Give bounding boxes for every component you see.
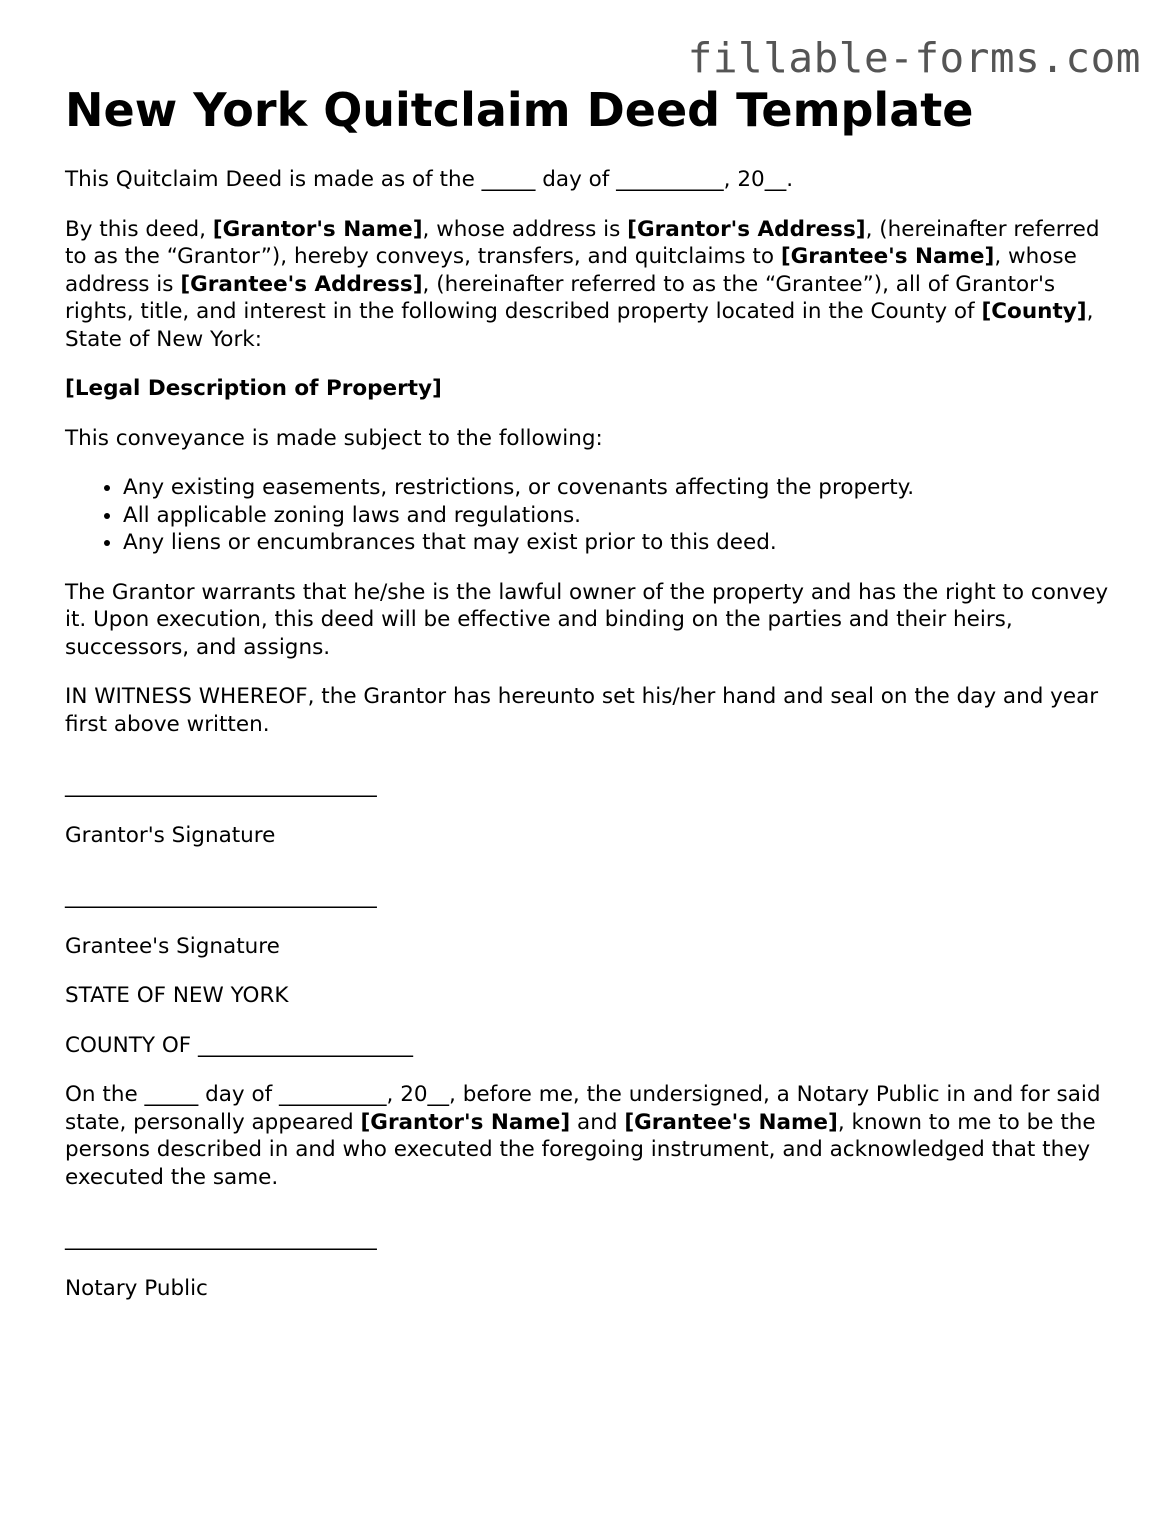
list-item: • Any liens or encumbrances that may exist prior to this deed.: [123, 529, 1125, 557]
grantee-name-placeholder: [Grantee's Name]: [624, 1109, 838, 1135]
county-line: COUNTY OF ____________________: [65, 1032, 413, 1058]
legal-description-placeholder: [Legal Description of Property]: [65, 376, 442, 401]
county-placeholder: [County]: [981, 299, 1087, 324]
grantor-signature-line: _____________________________: [65, 773, 377, 798]
state-line: STATE OF NEW YORK: [65, 983, 289, 1008]
grantor-address-placeholder: [Grantor's Address]: [627, 216, 866, 242]
grantor-name-placeholder: [Grantor's Name]: [212, 216, 423, 242]
legal-description: [65, 375, 1125, 403]
conveyance-text: , (hereinafter referred to as the “Grantee”), all of Grantor's rights, title, and interest in the following described property located in the County of: [65, 271, 1056, 324]
notary-paragraph: [65, 1081, 1125, 1191]
conveyance-text: , whose address is: [422, 216, 628, 242]
subject-list: [65, 474, 1125, 557]
warranty-paragraph: The Grantor warrants that he/she is the lawful owner of the property and has the right to convey it. Upon execution, this deed will be effective and binding on the parties and their heirs, successors, and assigns.: [65, 579, 1109, 660]
grantor-signature-label: Grantor's Signature: [65, 822, 276, 848]
deed-document: [65, 82, 1125, 1324]
conveyance-text: , State of New York:: [65, 299, 1094, 352]
conveyance-text: , whose address is: [65, 244, 1077, 297]
subject-intro: This conveyance is made subject to the following:: [65, 425, 603, 451]
conveyance-text: By this deed,: [65, 216, 213, 242]
grantee-name-placeholder: [Grantee's Name]: [780, 244, 995, 269]
grantor-name-placeholder: [Grantor's Name]: [360, 1109, 571, 1135]
conveyance-paragraph: [65, 216, 1125, 354]
intro-paragraph: This Quitclaim Deed is made as of the _____ day of __________, 20__.: [65, 167, 794, 192]
conveyance-text: , (hereinafter referred to as the “Grantor”), hereby conveys, transfers, and quitclaims to: [65, 216, 1100, 269]
notary-label: Notary Public: [65, 1275, 208, 1301]
notary-text: On the _____ day of __________, 20__, before me, the undersigned, a Notary Public in and for said state, personally appeared: [65, 1082, 1101, 1135]
watermark: fillable-forms.com: [687, 34, 1141, 82]
grantee-signature-line: _____________________________: [65, 884, 377, 909]
notary-text: and: [570, 1109, 625, 1135]
grantee-address-placeholder: [Grantee's Address]: [180, 271, 423, 297]
notary-text: , known to me to be the persons described in and who executed the foregoing instrument, and acknowledged that they executed the same.: [65, 1109, 1096, 1190]
list-item: • All applicable zoning laws and regulations.: [123, 502, 1125, 530]
notary-signature-line: _____________________________: [65, 1226, 377, 1251]
grantee-signature-label: Grantee's Signature: [65, 933, 280, 959]
witness-paragraph: IN WITNESS WHEREOF, the Grantor has hereunto set his/her hand and seal on the day and year first above written.: [65, 684, 1099, 737]
page-title: New York Quitclaim Deed Template: [65, 83, 974, 137]
list-item: • Any existing easements, restrictions, or covenants affecting the property.: [123, 474, 1125, 502]
